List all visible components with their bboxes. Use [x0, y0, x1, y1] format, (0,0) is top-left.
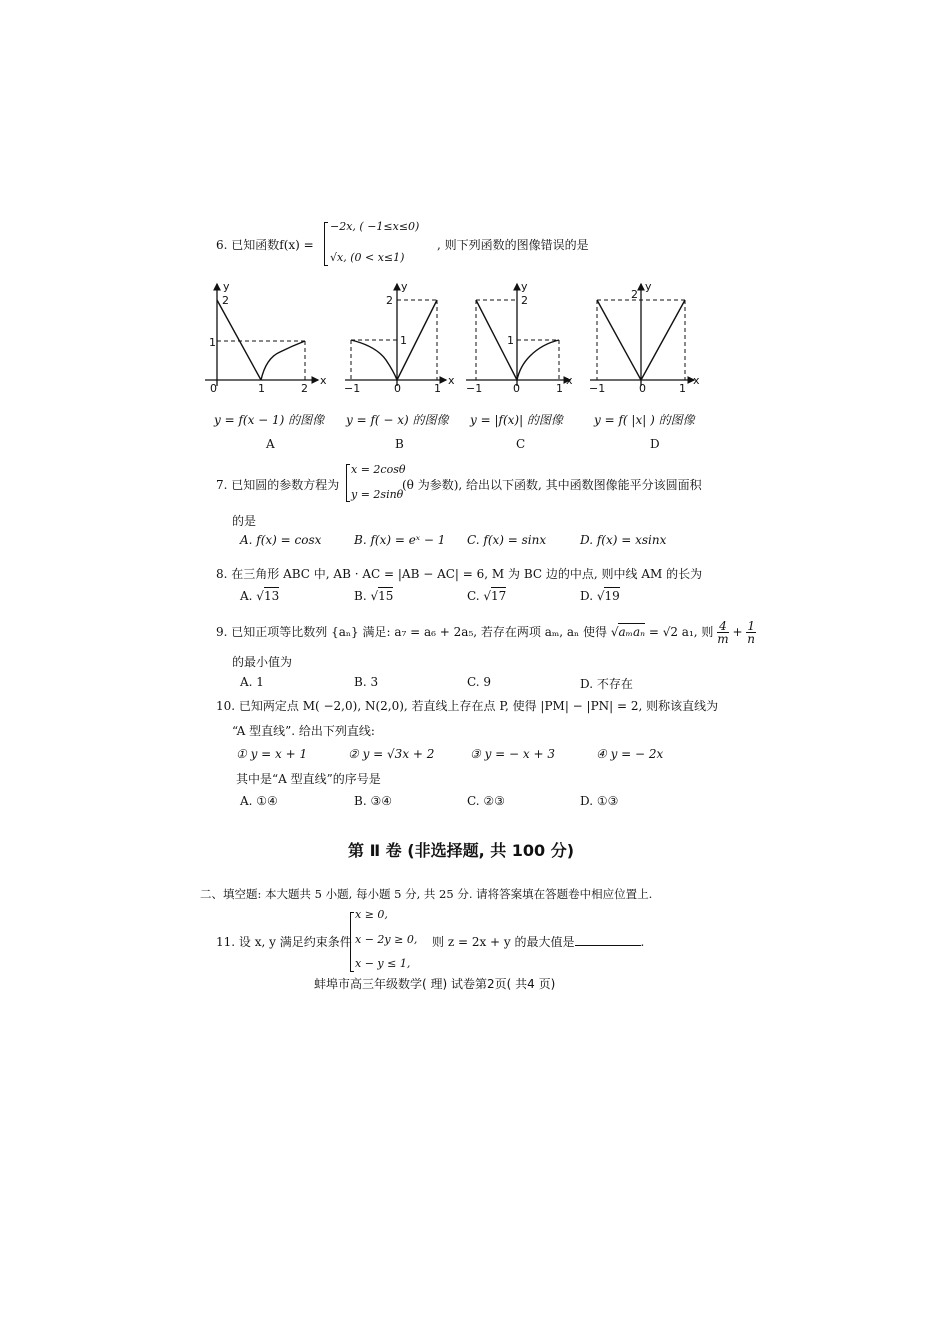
- q10-line3: 其中是“A 型直线”的序号是: [236, 772, 381, 786]
- graph-b-letter: B: [395, 437, 404, 451]
- graph-c-xtick-1: 1: [556, 382, 563, 395]
- q9-frac2: [746, 620, 756, 645]
- q9-frac1-num: 4: [719, 619, 727, 633]
- q10-line-2: ② y = √3x + 2: [348, 747, 435, 761]
- q8-option-b-label: B.: [354, 589, 367, 603]
- q9-frac1: [717, 620, 728, 645]
- graph-d-letter: D: [650, 437, 660, 451]
- graph-c-xtick-0: 0: [513, 382, 520, 395]
- q6-prefix: 6. 已知函数f(x) =: [216, 238, 314, 252]
- q9-plus: +: [732, 625, 743, 639]
- graph-d-axis-y: y: [645, 280, 652, 293]
- q11-c2: x − 2y ≥ 0,: [355, 933, 418, 946]
- graph-b-axis-x: x: [448, 374, 455, 387]
- graph-b-axis-y: y: [401, 280, 408, 293]
- graph-d-xtick-1: 1: [679, 382, 686, 395]
- q10-line-1: ① y = x + 1: [236, 747, 308, 761]
- q8-option-c-label: C.: [467, 589, 480, 603]
- q11-suffix-line: [432, 933, 644, 950]
- section-heading: 第 Ⅱ 卷 (非选择题, 共 100 分): [348, 841, 575, 860]
- q11-c3: x − y ≤ 1,: [355, 957, 411, 970]
- q8-option-d-radicand: 19: [604, 589, 620, 603]
- graph-a-caption: y = f(x − 1) 的图像: [214, 413, 325, 427]
- q8-option-a-label: A.: [240, 589, 253, 603]
- q7-option-a: A. f(x) = cosx: [240, 533, 322, 547]
- q8-text: 8. 在三角形 ABC 中, AB · AC = |AB − AC| = 6, M 为 BC 边的中点, 则中线 AM 的长为: [216, 567, 703, 581]
- graph-a-ytick-2: 2: [222, 294, 229, 307]
- q10-line2: “A 型直线”. 给出下列直线:: [232, 724, 375, 738]
- q7-line2: 的是: [232, 514, 257, 528]
- graph-b-caption: y = f( − x) 的图像: [346, 413, 449, 427]
- q9-line2: 的最小值为: [232, 655, 293, 669]
- page-footer: 蚌埠市高三年级数学( 理) 试卷第2页( 共4 页): [314, 977, 556, 991]
- q7-option-b: B. f(x) = eˣ − 1: [354, 533, 446, 547]
- q9-option-b: B. 3: [354, 675, 379, 689]
- graph-d: [589, 280, 700, 395]
- q6-brace: [324, 222, 325, 266]
- q11-c1: x ≥ 0,: [355, 908, 388, 921]
- q9-frac2-den: n: [747, 632, 756, 646]
- q10-option-a: A. ①④: [240, 794, 278, 808]
- q10-option-d: D. ①③: [580, 794, 619, 808]
- q10-line-3: ③ y = − x + 3: [470, 747, 555, 761]
- graph-b-xtick-neg1: −1: [344, 382, 361, 395]
- q9-mid: = √2 a₁, 则: [648, 625, 714, 639]
- graph-a-axis-x: x: [320, 374, 327, 387]
- graph-c-xtick-neg1: −1: [466, 382, 483, 395]
- q7-option-d: D. f(x) = xsinx: [580, 533, 667, 547]
- graph-c-caption: y = |f(x)| 的图像: [470, 413, 563, 427]
- graph-b: [344, 280, 455, 395]
- q7-suffix: (θ 为参数), 给出以下函数, 其中函数图像能平分该圆面积: [402, 478, 702, 492]
- q8-option-a: A. √13: [240, 589, 280, 603]
- q9-option-d: D. 不存在: [580, 677, 633, 691]
- q9-frac2-num: 1: [747, 619, 755, 633]
- q8-option-b-radicand: 15: [378, 589, 394, 603]
- q8-option-d: D. √19: [580, 589, 620, 603]
- graph-d-axis-x: x: [693, 374, 700, 387]
- q11-prefix: 11. 设 x, y 满足约束条件: [216, 935, 352, 949]
- q7-eq1: x = 2cosθ: [351, 463, 406, 476]
- q10-option-b: B. ③④: [354, 794, 392, 808]
- q8-option-d-label: D.: [580, 589, 594, 603]
- graph-a-axis-y: y: [223, 280, 230, 293]
- q9-option-a: A. 1: [240, 675, 264, 689]
- graph-a-letter: A: [266, 437, 275, 451]
- q8-option-b: B. √15: [354, 589, 394, 603]
- q6-graphs: [200, 280, 720, 400]
- q11-end: .: [640, 935, 645, 949]
- q7-option-c: C. f(x) = sinx: [467, 533, 547, 547]
- graph-c-axis-x: x: [566, 374, 573, 387]
- graph-a-xtick-1: 1: [258, 382, 265, 395]
- graph-a-xtick-0: 0: [210, 382, 217, 395]
- graph-b-xtick-0: 0: [394, 382, 401, 395]
- graph-b-ytick-1: 1: [400, 334, 407, 347]
- graph-a-xtick-2: 2: [301, 382, 308, 395]
- q10-option-c: C. ②③: [467, 794, 505, 808]
- q8-option-c: C. √17: [467, 589, 507, 603]
- graph-b-xtick-1: 1: [434, 382, 441, 395]
- graph-d-xtick-neg1: −1: [589, 382, 606, 395]
- q11-brace: [350, 912, 351, 972]
- q7-brace: [346, 464, 347, 502]
- q9-frac1-den: m: [717, 632, 729, 646]
- q11-suffix: 则 z = 2x + y 的最大值是: [432, 935, 575, 949]
- q8-option-a-radicand: 13: [263, 589, 280, 603]
- q10-line1: 10. 已知两定点 M( −2,0), N(2,0), 若直线上存在点 P, 使得 |PM| − |PN| = 2, 则称该直线为: [216, 699, 719, 713]
- q10-line-4: ④ y = − 2x: [596, 747, 664, 761]
- q6-suffix: , 则下列函数的图像错误的是: [437, 238, 589, 252]
- graph-a: [205, 280, 327, 395]
- q7-prefix: 7. 已知圆的参数方程为: [216, 478, 340, 492]
- graph-c-letter: C: [516, 437, 526, 451]
- q7-eq2: y = 2sinθ: [351, 488, 404, 501]
- q9-option-c: C. 9: [467, 675, 492, 689]
- graph-a-ytick-1: 1: [209, 336, 216, 349]
- graph-c-ytick-2: 2: [521, 294, 528, 307]
- q9-line1: 9. 已知正项等比数列 {aₙ} 满足: a₇ = a₆ + 2a₅, 若存在两项 aₘ, aₙ 使得 √aₘaₙ = √2 a₁, 则 $\frac{4}{m}$ + $\frac{1}{n}$: [216, 619, 756, 646]
- graph-c: [466, 280, 573, 395]
- q11-answer-blank[interactable]: [575, 933, 641, 946]
- q9-text: 9. 已知正项等比数列 {aₙ} 满足: a₇ = a₆ + 2a₅, 若存在两项 aₘ, aₙ 使得: [216, 625, 608, 639]
- q6-piece1: −2x, ( −1≤x≤0): [330, 220, 420, 233]
- graph-c-ytick-1: 1: [507, 334, 514, 347]
- graph-b-ytick-2: 2: [386, 294, 393, 307]
- q8-option-c-radicand: 17: [491, 589, 507, 603]
- q6-piece2: √x, (0 < x≤1): [330, 251, 405, 264]
- fill-intro: 二、填空题: 本大题共 5 小题, 每小题 5 分, 共 25 分. 请将答案填在答题卷中相应位置上.: [200, 887, 653, 901]
- graph-c-axis-y: y: [521, 280, 528, 293]
- graph-d-ytick-2: 2: [631, 288, 638, 301]
- graph-d-caption: y = f( |x| ) 的图像: [594, 413, 695, 427]
- graph-d-xtick-0: 0: [639, 382, 646, 395]
- q9-radical: aₘaₙ: [618, 625, 646, 639]
